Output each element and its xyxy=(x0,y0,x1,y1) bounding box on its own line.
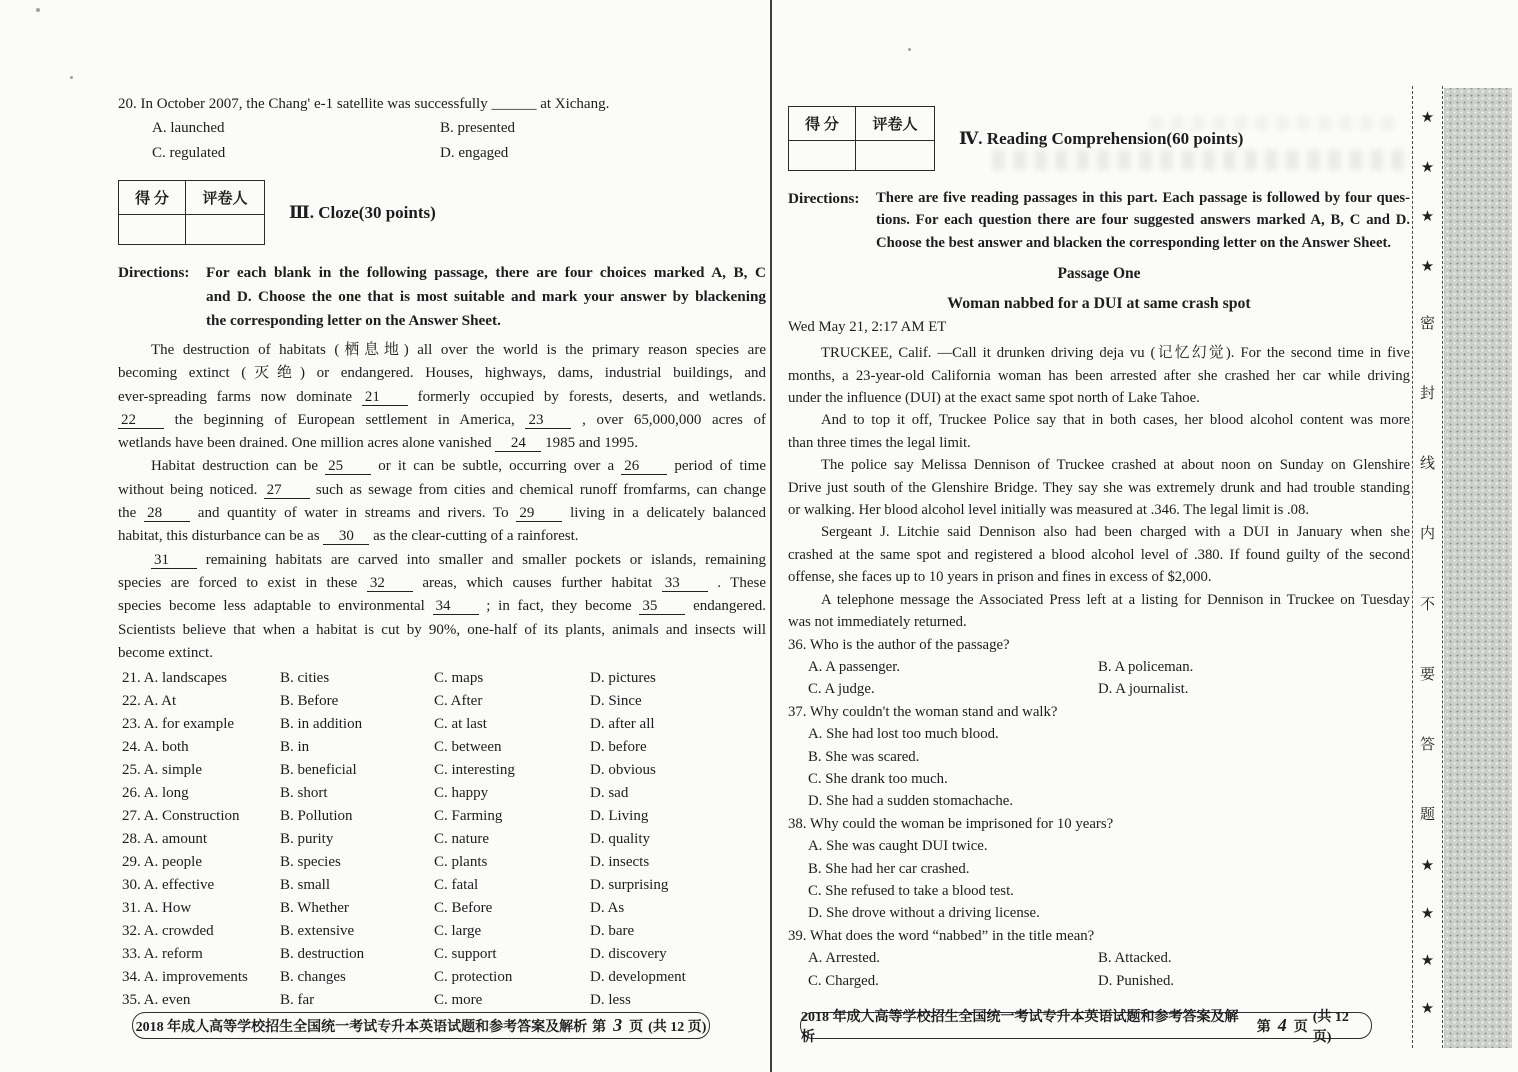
cloze-option-cell: 30. A. effective xyxy=(122,877,215,894)
score-section-row xyxy=(118,180,766,245)
score-box-grader-label: 评卷人 xyxy=(856,107,935,141)
passage-line: or walking. Her blood alcohol level initially was measured at .346. The legal limit is .08. xyxy=(788,502,1310,519)
passage-line: ever-spreading farms now dominate 21 formerly occupied by forests, deserts, and wetlands. xyxy=(118,388,766,405)
question-option: A. She was caught DUI twice. xyxy=(808,838,988,855)
cloze-option-cell: D. development xyxy=(590,969,686,986)
question-20-options xyxy=(118,116,766,166)
cloze-directions xyxy=(118,261,766,333)
score-box-score-label: 得 分 xyxy=(119,181,186,215)
footer-page-post: 页 xyxy=(1293,1019,1308,1035)
seal-star-icon: ★ xyxy=(1420,905,1435,922)
cloze-option-cell: C. large xyxy=(434,923,482,940)
cloze-option-cell: B. small xyxy=(280,877,331,894)
cloze-option-row xyxy=(118,782,766,805)
cloze-option-cell: D. less xyxy=(590,992,631,1009)
question-line: 38. Why could the woman be imprisoned for 10 years? xyxy=(788,815,1114,832)
question-option: B. Attacked. xyxy=(1098,950,1172,967)
passage-line: TRUCKEE, Calif. —Call it drunken driving deja vu (记忆幻觉). For the second time in five xyxy=(821,345,1410,362)
cloze-option-cell: D. sad xyxy=(590,785,629,802)
cloze-blank: 22 xyxy=(118,413,164,429)
cloze-option-cell: 32. A. crowded xyxy=(122,923,214,940)
directions-lines xyxy=(876,187,1410,254)
passage-title: Woman nabbed for a DUI at same crash spot xyxy=(947,295,1251,313)
footer-page-post: 页 xyxy=(629,1019,644,1035)
cloze-option-cell: C. After xyxy=(434,693,483,710)
question-line: 37. Why couldn't the woman stand and walk? xyxy=(788,703,1058,720)
question-option: B. She had her car crashed. xyxy=(808,860,970,877)
seal-star-icon: ★ xyxy=(1420,1000,1435,1017)
cloze-blank: 33 xyxy=(662,576,708,592)
passage-line: And to top it off, Truckee Police say that in both cases, her blood alcohol content was more xyxy=(821,412,1410,429)
directions-label: Directions: xyxy=(788,190,860,207)
question-option: D. Punished. xyxy=(1098,972,1175,989)
footer-page-number: 3 xyxy=(613,1015,623,1035)
footer-text: 2018 年成人高等学校招生全国统一考试专升本英语试题和参考答案及解析 xyxy=(135,1019,588,1035)
cloze-option-cell: 23. A. for example xyxy=(122,716,235,733)
cloze-option-cell: C. protection xyxy=(434,969,513,986)
passage-line: Habitat destruction can be 25 or it can be subtle, occurring over a 26 period of time xyxy=(151,458,766,475)
cloze-option-row xyxy=(118,920,766,943)
cloze-option-cell: D. insects xyxy=(590,854,650,871)
cloze-option-cell: 34. A. improvements xyxy=(122,969,248,986)
cloze-option-cell: C. interesting xyxy=(434,762,515,779)
cloze-option-cell: 24. A. both xyxy=(122,739,189,756)
passage-line: Scientists believe that when a habitat is cut by 90%, one-half of its plants, animals and insects will xyxy=(118,621,766,638)
cloze-option-cell: B. in addition xyxy=(280,716,363,733)
option-cell: A. launched xyxy=(152,120,225,136)
cloze-blank: 21 xyxy=(362,390,408,406)
score-box xyxy=(788,106,935,171)
cloze-blank: 29 xyxy=(516,506,562,522)
passage-line: without being noticed. 27 such as sewage from cities and chemical runoff fromfarms, can change xyxy=(118,481,766,498)
cloze-option-cell: C. maps xyxy=(434,670,484,687)
cloze-option-row xyxy=(118,805,766,828)
question-option: C. A judge. xyxy=(808,681,875,698)
cloze-option-cell: B. extensive xyxy=(280,923,355,940)
reading-question xyxy=(788,634,1410,701)
cloze-option-cell: D. after all xyxy=(590,716,655,733)
seal-bottom-stars xyxy=(1413,856,1442,1018)
cloze-option-cell: D. before xyxy=(590,739,647,756)
cloze-option-cell: B. destruction xyxy=(280,946,365,963)
footer-total-pages: (共 12 页) xyxy=(648,1019,707,1035)
cloze-option-cell: D. surprising xyxy=(590,877,669,894)
dateline: Wed May 21, 2:17 AM ET xyxy=(788,319,947,336)
cloze-option-cell: B. cities xyxy=(280,670,330,687)
footer-total-pages: (共 12 页) xyxy=(1312,1009,1349,1045)
cloze-option-cell: B. far xyxy=(280,992,315,1009)
seal-char: 内 xyxy=(1419,526,1435,543)
footer-text: 2018 年成人高等学校招生全国统一考试专升本英语试题和参考答案及解析 xyxy=(801,1009,1239,1045)
reading-directions xyxy=(788,187,1410,254)
question-line: 36. Who is the author of the passage? xyxy=(788,636,1010,653)
cloze-option-row xyxy=(118,897,766,920)
cloze-option-row xyxy=(118,874,766,897)
seal-top-stars xyxy=(1413,108,1442,276)
cloze-option-cell: B. Before xyxy=(280,693,339,710)
option-cell: B. presented xyxy=(440,120,515,136)
cloze-option-cell: D. bare xyxy=(590,923,635,940)
question-option: A. Arrested. xyxy=(808,950,880,967)
cloze-option-cell: B. Pollution xyxy=(280,808,353,825)
cloze-option-cell: C. happy xyxy=(434,785,489,802)
question-option: C. She drank too much. xyxy=(808,770,948,787)
passage-label: Passage One xyxy=(1057,265,1141,283)
cloze-option-cell: C. more xyxy=(434,992,483,1009)
cloze-option-cell: D. pictures xyxy=(590,670,656,687)
cloze-option-cell: C. nature xyxy=(434,831,489,848)
option-pair xyxy=(788,656,1410,678)
reading-questions xyxy=(788,634,1410,993)
cloze-blank: 25 xyxy=(325,459,371,475)
question-line: 20. In October 2007, the Chang' e-1 satellite was successfully ______ at Xichang. xyxy=(118,96,610,112)
passage-line: becoming extinct (灭绝) or endangered. Houses, highways, dams, industrial buildings, and xyxy=(118,365,766,382)
seal-char: 不 xyxy=(1419,596,1435,613)
option-pair xyxy=(152,116,766,141)
cloze-option-cell: C. Farming xyxy=(434,808,503,825)
cloze-option-cell: D. Since xyxy=(590,693,642,710)
reading-question xyxy=(788,701,1410,813)
cloze-option-cell: 27. A. Construction xyxy=(122,808,240,825)
scan-speck xyxy=(70,76,73,79)
cloze-blank: 32 xyxy=(367,576,413,592)
cloze-blank: 24 xyxy=(495,436,541,452)
page-divider-line xyxy=(770,0,772,1072)
seal-char: 封 xyxy=(1419,386,1435,403)
cloze-option-cell: C. between xyxy=(434,739,502,756)
seal-text-column xyxy=(1413,312,1442,824)
passage-line: the corresponding letter on the Answer Sheet. xyxy=(206,312,501,329)
question-option: A. She had lost too much blood. xyxy=(808,726,999,743)
passage-line: become extinct. xyxy=(118,644,213,661)
cloze-blank: 31 xyxy=(151,553,197,569)
cloze-blank: 30 xyxy=(323,529,369,545)
passage-line: crashed at the same spot and registered a blood alcohol level of .380. If found guilty of the second xyxy=(788,546,1410,563)
section-heading-cloze: Ⅲ. Cloze(30 points) xyxy=(289,202,436,222)
cloze-option-row xyxy=(118,943,766,966)
cloze-option-cell: D. quality xyxy=(590,831,650,848)
cloze-blank: 27 xyxy=(264,483,310,499)
cloze-option-row xyxy=(118,828,766,851)
cloze-option-cell: 22. A. At xyxy=(122,693,177,710)
footer-page-number: 4 xyxy=(1277,1015,1287,1035)
cloze-option-cell: C. plants xyxy=(434,854,488,871)
score-box-score-label: 得 分 xyxy=(789,107,856,141)
cloze-option-cell: 26. A. long xyxy=(122,785,189,802)
seal-line-column xyxy=(1412,86,1443,1048)
seal-star-icon: ★ xyxy=(1420,858,1435,874)
cloze-option-cell: B. species xyxy=(280,854,341,871)
score-box-score-cell xyxy=(119,215,186,245)
passage-line: wetlands have been drained. One million acres alone vanished 24 1985 and 1995. xyxy=(118,435,639,452)
cloze-option-cell: B. purity xyxy=(280,831,334,848)
score-box xyxy=(118,180,265,245)
right-page xyxy=(788,106,1410,992)
seal-star-icon: ★ xyxy=(1420,159,1435,176)
passage-line: species become less adaptable to environmental 34 ; in fact, they become 35 endangered. xyxy=(118,598,766,615)
scan-speck xyxy=(908,48,911,51)
seal-char: 要 xyxy=(1419,666,1435,683)
cloze-option-cell: B. short xyxy=(280,785,328,802)
scan-bleed-artifact xyxy=(992,150,1408,170)
cloze-option-cell: 28. A. amount xyxy=(122,831,207,848)
cloze-option-cell: 21. A. landscapes xyxy=(122,670,227,687)
passage-line: offense, she faces up to 10 years in prison and fines in excess of $2,000. xyxy=(788,569,1212,586)
cloze-option-cell: C. fatal xyxy=(434,877,479,894)
cloze-option-row xyxy=(118,989,766,1012)
passage-line: Drive just south of the Glenshire Bridge. They say she was extremely drunk and had trouble standing xyxy=(788,479,1410,496)
left-page xyxy=(118,92,766,1012)
cloze-option-row xyxy=(118,736,766,759)
seal-char: 题 xyxy=(1419,806,1435,823)
passage-line: 31 remaining habitats are carved into smaller and smaller pockets or islands, remaining xyxy=(118,549,766,572)
cloze-option-cell: D. As xyxy=(590,900,625,917)
page-footer-right xyxy=(800,1009,1372,1045)
cloze-option-row xyxy=(118,851,766,874)
question-option: B. A policeman. xyxy=(1098,658,1194,675)
question-option: A. A passenger. xyxy=(808,658,901,675)
question-20 xyxy=(118,92,766,166)
directions-lines xyxy=(206,261,766,333)
option-pair xyxy=(788,970,1410,992)
footer-page-pre: 第 xyxy=(1256,1019,1271,1035)
option-pair xyxy=(788,947,1410,969)
passage-line: A telephone message the Associated Press left at a listing for Dennison in Truckee on Tuesday xyxy=(821,591,1410,608)
question-option: D. A journalist. xyxy=(1098,681,1189,698)
option-pair xyxy=(788,678,1410,700)
passage-line: There are five reading passages in this part. Each passage is followed by four ques- xyxy=(876,190,1410,206)
cloze-option-cell: 25. A. simple xyxy=(122,762,203,779)
cloze-option-row xyxy=(118,966,766,989)
cloze-blank: 23 xyxy=(525,413,571,429)
cloze-option-cell: B. Whether xyxy=(280,900,349,917)
cloze-option-row xyxy=(118,759,766,782)
passage-line: Choose the best answer and blacken the corresponding letter on the Answer Sheet. xyxy=(876,234,1392,251)
question-option: B. She was scared. xyxy=(808,748,920,765)
score-box-grader-cell xyxy=(186,215,265,245)
seal-char: 密 xyxy=(1419,316,1435,332)
passage-line: 22 the beginning of European settlement in America, 23 , over 65,000,000 acres of xyxy=(118,409,766,432)
score-box-grader-label: 评卷人 xyxy=(186,181,265,215)
passage-line: tions. For each question there are four suggested answers marked A, B, C and D. xyxy=(876,212,1410,229)
question-option: D. She had a sudden stomachache. xyxy=(808,793,1014,810)
passage-line: the 28 and quantity of water in streams and rivers. To 29 living in a delicately balanced xyxy=(118,505,766,522)
question-option: C. She refused to take a blood test. xyxy=(808,882,1014,899)
page-footer-left xyxy=(132,1012,710,1039)
cloze-option-cell: 29. A. people xyxy=(122,854,202,871)
cloze-option-cell: C. Before xyxy=(434,900,493,917)
scan-speck xyxy=(36,8,40,12)
passage-line: species are forced to exist in these 32 areas, which causes further habitat 33 . These xyxy=(118,574,766,591)
cloze-option-row xyxy=(118,690,766,713)
cloze-blank: 35 xyxy=(639,599,685,615)
question-option: D. She drove without a driving license. xyxy=(808,905,1040,922)
seal-star-icon: ★ xyxy=(1420,110,1435,126)
cloze-option-cell: 31. A. How xyxy=(122,900,192,917)
score-box-grader-cell xyxy=(856,141,935,171)
cloze-option-cell: B. changes xyxy=(280,969,346,986)
cloze-option-cell: D. discovery xyxy=(590,946,667,963)
cloze-option-cell: D. obvious xyxy=(590,762,656,779)
footer-page-pre: 第 xyxy=(592,1019,607,1035)
option-pair xyxy=(152,141,766,166)
cloze-blank: 34 xyxy=(433,599,479,615)
reading-question xyxy=(788,925,1410,992)
passage-line: and D. Choose the one that is most suitable and mark your answer by blackening xyxy=(206,288,766,305)
cloze-option-row xyxy=(118,713,766,736)
passage-line: than three times the legal limit. xyxy=(788,434,971,451)
cloze-blank: 26 xyxy=(621,459,667,475)
passage-line: habitat, this disturbance can be as 30 as the clear-cutting of a rainforest. xyxy=(118,528,579,545)
cloze-blank: 28 xyxy=(144,506,190,522)
seal-star-icon: ★ xyxy=(1420,953,1435,970)
cloze-option-cell: B. beneficial xyxy=(280,762,357,779)
option-cell: C. regulated xyxy=(152,145,226,161)
reading-passage xyxy=(788,342,1410,633)
passage-line: months, a 23-year-old California woman has been arrested after she crashed her car while driving xyxy=(788,367,1410,384)
seal-star-icon: ★ xyxy=(1420,258,1435,275)
cloze-option-cell: B. in xyxy=(280,739,310,756)
passage-line: under the influence (DUI) at the exact same spot north of Lake Tahoe. xyxy=(788,390,1200,407)
binding-texture xyxy=(1444,88,1512,1048)
passage-line: The police say Melissa Dennison of Truckee crashed at about noon on Sunday on Glenshire xyxy=(821,457,1410,474)
passage-line: was not immediately returned. xyxy=(788,614,967,631)
score-box-score-cell xyxy=(789,141,856,171)
seal-char: 线 xyxy=(1419,456,1435,473)
cloze-option-cell: 35. A. even xyxy=(122,992,191,1009)
seal-char: 答 xyxy=(1419,736,1435,753)
cloze-option-cell: C. support xyxy=(434,946,497,963)
scan-bleed-artifact xyxy=(1150,116,1400,130)
cloze-option-cell: C. at last xyxy=(434,716,487,733)
cloze-options-table xyxy=(118,667,766,1012)
cloze-option-cell: D. Living xyxy=(590,808,649,825)
passage-line: Sergeant J. Litchie said Dennison also had been charged with a DUI in January when she xyxy=(821,524,1410,541)
reading-question xyxy=(788,813,1410,925)
cloze-option-row xyxy=(118,667,766,690)
passage-line: The destruction of habitats (栖息地) all over the world is the primary reason species are xyxy=(151,342,766,358)
cloze-option-cell: 33. A. reform xyxy=(122,946,203,963)
question-option: C. Charged. xyxy=(808,972,879,989)
directions-label: Directions: xyxy=(118,264,190,281)
seal-star-icon: ★ xyxy=(1420,209,1435,226)
option-cell: D. engaged xyxy=(440,145,509,161)
cloze-passage xyxy=(118,339,766,665)
question-line: 39. What does the word “nabbed” in the title mean? xyxy=(788,927,1095,944)
passage-line: For each blank in the following passage, there are four choices marked A, B, C xyxy=(206,264,766,281)
section-heading-reading: Ⅳ. Reading Comprehension(60 points) xyxy=(959,128,1244,148)
